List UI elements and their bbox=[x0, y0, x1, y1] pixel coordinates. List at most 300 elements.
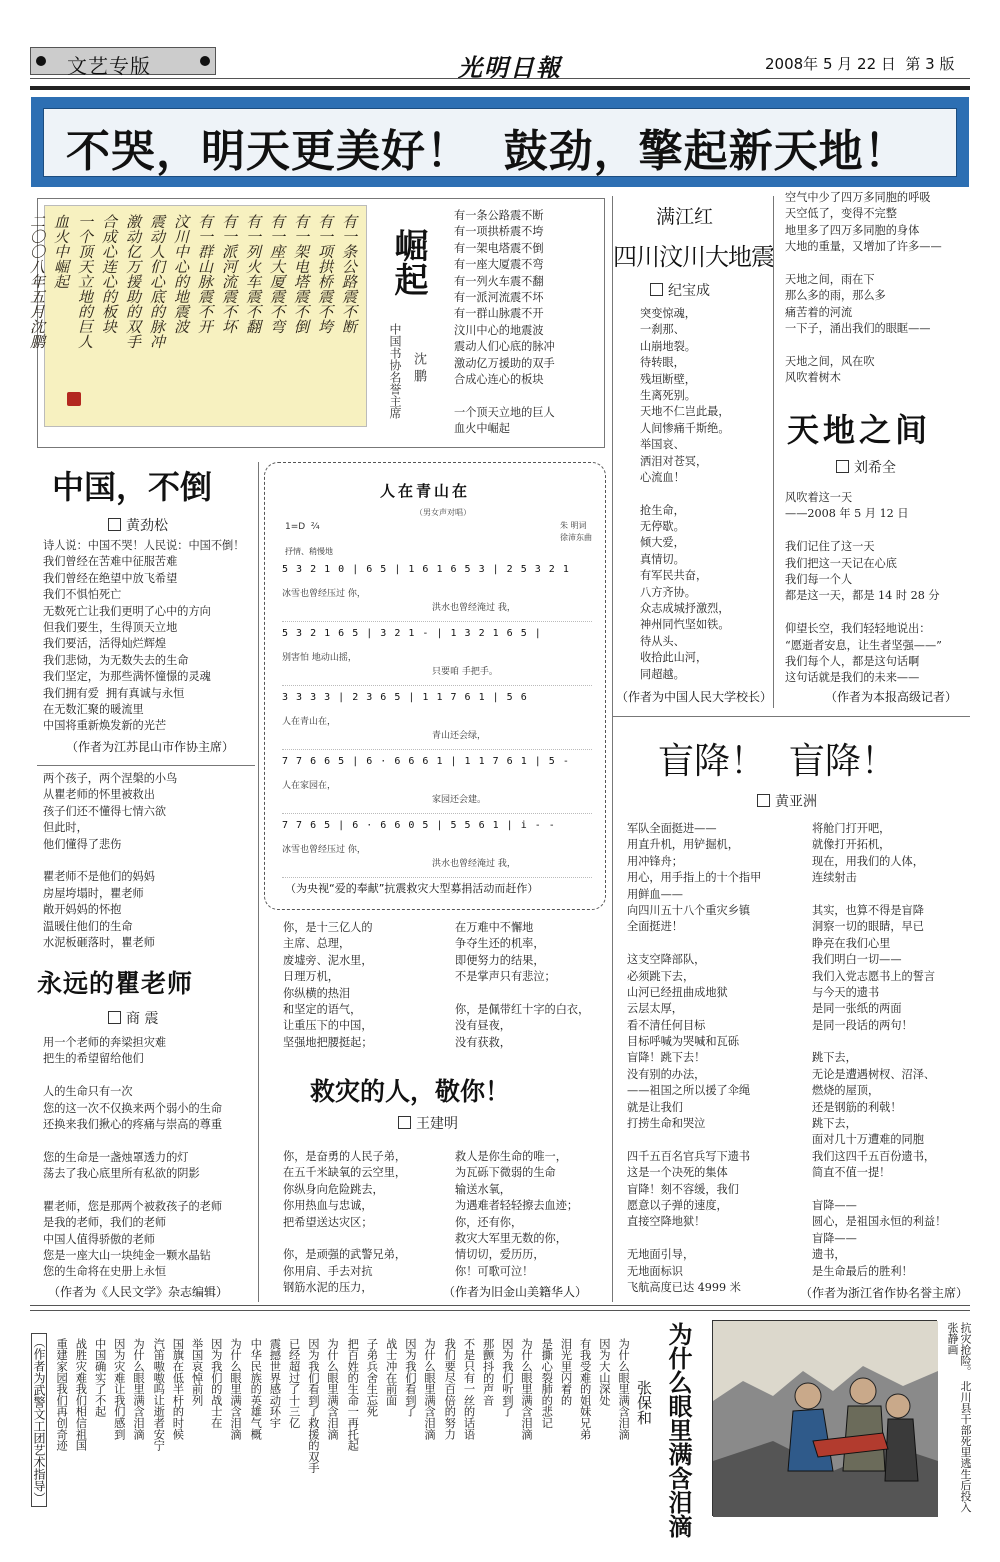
poem-column: 战胜灾难我们相信祖国 bbox=[74, 1338, 88, 1451]
poem-title-bottom: 为什么眼里满含泪滴 bbox=[664, 1322, 692, 1538]
poem-line: 人间惨痛千斯绝。 bbox=[640, 421, 730, 435]
poem-line: ——2008 年 5 月 12 日 bbox=[785, 507, 909, 521]
poem-line: 你纵身向危险跳去， bbox=[283, 1182, 384, 1196]
poem-column: 子弟兵舍生忘死 bbox=[365, 1338, 379, 1418]
poem-line: 情切切，爱历历， bbox=[455, 1248, 545, 1262]
poem-line: 我们每一个人 bbox=[785, 572, 853, 586]
poem-column: 战士冲在前面 bbox=[384, 1338, 398, 1406]
poem-line: 你用热血与忠诚， bbox=[283, 1199, 373, 1213]
score-lyric: 别害怕 地动山摇， bbox=[282, 653, 357, 663]
poem-line: 用鲜血—— bbox=[627, 887, 683, 901]
score-notation: 5 3 2 1 0 | 6 5 | 1 6 1 6 5 3 | 2 5 3 2 1 bbox=[282, 564, 570, 575]
poem-line: 打捞生命和哭泣 bbox=[627, 1117, 706, 1131]
score-row bbox=[282, 688, 592, 750]
poem-column: 因为我们看到了 bbox=[403, 1338, 417, 1418]
poem-line: 军队全面挺进—— bbox=[627, 822, 717, 835]
poem-line: 就像打开拓机， bbox=[812, 838, 891, 852]
poem-line: 敞开妈妈的怀抱 bbox=[43, 903, 122, 917]
poem-line: 空气中少了四万多同胞的呼吸 bbox=[785, 191, 931, 204]
poem-column: 震撼世界感动环宇 bbox=[268, 1338, 282, 1429]
poem-line: 在万难中不懈地 bbox=[455, 921, 534, 934]
poem-column: 因为我们听到了 bbox=[500, 1338, 514, 1418]
column-rule bbox=[612, 196, 613, 1302]
poem-column: 中国确实了不起 bbox=[93, 1338, 107, 1418]
calligraphy-column: 有一列火车震不翻 bbox=[244, 214, 262, 334]
poem-line: 激动亿万援助的双手 bbox=[454, 356, 555, 370]
score-lyric: 家园还会建。 bbox=[432, 795, 487, 805]
author-mangjiang: 黄亚洲 bbox=[757, 791, 817, 811]
poem-line: 直接空降地狱！ bbox=[627, 1215, 706, 1229]
poem-line: 一刹那、 bbox=[640, 323, 685, 337]
poem-line: 残垣断壁， bbox=[640, 372, 696, 386]
song-note: （为央视“爱的奉献”抗震救灾大型募捐活动而赶作） bbox=[285, 882, 539, 895]
poem-line: 无停歇。 bbox=[640, 520, 685, 534]
calligraphy-column: 有一项拱桥震不垮 bbox=[316, 214, 334, 334]
poem-line: 两个孩子，两个涅槃的小鸟 bbox=[43, 772, 178, 785]
poem-line: 我们坚定，为那些满怀憧憬的灵魂 bbox=[43, 670, 211, 684]
poem-line: 合成心连心的板块 bbox=[454, 372, 544, 386]
poem-body-tiandi-top bbox=[785, 190, 942, 387]
score-row bbox=[282, 816, 592, 878]
poem-line: 大地的重量，又增加了许多—— bbox=[785, 240, 942, 254]
poem-line: 向四川五十八个重灾乡镇 bbox=[627, 903, 751, 917]
author-jiuzai: 王建明 bbox=[398, 1113, 458, 1133]
poem-line: 有一座大厦震不弯 bbox=[454, 258, 544, 272]
poem-line: 有一架电塔震不倒 bbox=[454, 241, 544, 255]
poem-line: 盲降—— bbox=[812, 1198, 857, 1212]
poem-line: 我们拥有爱 拥有真诚与永恒 bbox=[43, 686, 185, 700]
poem-line: 盲降！跳下去！ bbox=[627, 1051, 706, 1065]
poem-column: 因为我们的战士在 bbox=[209, 1338, 223, 1429]
poem-line: 将舱门打开吧， bbox=[812, 822, 891, 835]
poem-column: 因为灾难让我们感到 bbox=[112, 1338, 126, 1440]
poem-line: 睁亮在我们心里 bbox=[812, 936, 891, 950]
poem-column: 举国哀悼前列 bbox=[190, 1338, 204, 1406]
calligraphy-column: 汶川中心的地震波 bbox=[172, 214, 190, 334]
poem-column: 不是只有一丝的话语 bbox=[462, 1338, 476, 1440]
poem-line: 痛苦着的河流 bbox=[785, 305, 853, 319]
poem-line: 你，还有你， bbox=[455, 1215, 523, 1229]
poem-line: 我们要活，活得灿烂辉煌 bbox=[43, 637, 167, 651]
poem-line: 瞿老师不是他们的妈妈 bbox=[43, 870, 155, 884]
poem-body-tiandi bbox=[785, 490, 942, 687]
poem-line bbox=[283, 1231, 406, 1247]
poem-line: 诗人说：中国不哭！人民说：中国不倒！ bbox=[43, 539, 245, 552]
poem-line: 用一个老师的奔梁担灾难 bbox=[43, 1036, 167, 1049]
poem-line: 待从头、 bbox=[640, 634, 685, 648]
section-rule bbox=[30, 1305, 970, 1306]
poem-line: 跳下去， bbox=[812, 1051, 857, 1065]
poem-line: 温暖住他们的生命 bbox=[43, 919, 133, 933]
calligraphy-column: 有一条公路震不断 bbox=[340, 214, 358, 334]
poem-title-tiandi: 天地之间 bbox=[787, 411, 932, 449]
poem-line: 荡去了我心底里所有私欲的阴影 bbox=[43, 1167, 200, 1181]
poem-line: 你！可歌可泣！ bbox=[455, 1264, 534, 1278]
poem-column: 已经超过了十三亿 bbox=[287, 1338, 301, 1429]
poem-line: 我们这四千五百份遗书， bbox=[812, 1149, 936, 1163]
bullet-icon bbox=[36, 56, 46, 66]
calligraphy-column: 二〇〇八年五月沈鹏 bbox=[28, 214, 46, 349]
poem-line: 云层太厚， bbox=[627, 1002, 683, 1016]
poem-line: 让重压下的中国， bbox=[283, 1019, 373, 1033]
score-lyric: 冰雪也曾经压过 你， bbox=[282, 589, 366, 599]
poem-line: 山崩地裂。 bbox=[640, 339, 696, 353]
poem-line bbox=[785, 338, 942, 354]
illustration bbox=[712, 1320, 937, 1516]
poem-line: 把希望送达灾区； bbox=[283, 1215, 373, 1229]
poem-line: 遗书， bbox=[812, 1248, 846, 1262]
poem-column: 为什么眼里满含泪滴 bbox=[326, 1338, 340, 1440]
calligraphy-column: 合成心连心的板块 bbox=[100, 214, 118, 334]
score-lyric: 人在家园在， bbox=[282, 781, 337, 791]
poem-line: 即便努力的结果， bbox=[455, 953, 545, 967]
score-lyric: 洪水也曾经淹过 我， bbox=[432, 603, 516, 613]
poem-line: 同超越。 bbox=[640, 667, 685, 681]
poem-line: 面对几十万遭难的同胞 bbox=[812, 1133, 924, 1147]
poem-line: 您的生命是一盏烛罩透力的灯 bbox=[43, 1150, 189, 1164]
poem-line: 有一项拱桥震不垮 bbox=[454, 225, 544, 239]
poem-line: 天地之间，风在吹 bbox=[785, 354, 875, 368]
poem-line: 无论是遭遇树杈、沼泽、 bbox=[812, 1067, 936, 1081]
poem-col-jiuzai-2 bbox=[455, 920, 589, 1051]
poem-line: 仰望长空，我们轻轻地说出： bbox=[785, 622, 931, 636]
song-title: 人在青山在 bbox=[380, 482, 471, 500]
author-jueqi: 沈 鹏 bbox=[411, 352, 426, 383]
poem-line: 血火中崛起 bbox=[454, 422, 510, 436]
poem-line bbox=[454, 388, 555, 404]
poem-line: 没有别的办法， bbox=[627, 1067, 706, 1081]
poem-column: 那颤抖的声音 bbox=[481, 1338, 495, 1406]
poem-line: 我们曾经在绝望中放飞希望 bbox=[43, 571, 178, 585]
author-manjianghong: 纪宝成 bbox=[650, 280, 710, 300]
poem-line: 用直升机，用铲掘机， bbox=[627, 838, 739, 852]
song-tempo: 抒情、稍慢地 bbox=[285, 547, 333, 556]
score-lyric: 青山还会绿， bbox=[432, 731, 487, 741]
poem-line: ——祖国之所以援了伞绳 bbox=[627, 1084, 751, 1098]
column-rule bbox=[258, 462, 259, 1302]
poem-column: 为什么眼里满含泪滴 bbox=[423, 1338, 437, 1440]
poem-line: 心流血！ bbox=[640, 470, 685, 484]
song-subtitle: （男女声对唱） bbox=[415, 508, 471, 517]
section-title: 文艺专版 bbox=[67, 54, 151, 78]
poem-line: 救灾大军里无数的你， bbox=[455, 1231, 567, 1245]
poem-column: 因为我们看到了救援的双手 bbox=[306, 1338, 320, 1474]
poem-line: 收拾此山河， bbox=[640, 651, 708, 665]
poem-line: 你，是佩带红十字的白衣， bbox=[455, 1002, 590, 1016]
author-note-bottom: （作者为武警文工团艺术指导） bbox=[31, 1333, 47, 1507]
poem-line: 山河已经扭曲成地狱 bbox=[627, 985, 728, 999]
calligraphy-column: 血火中崛起 bbox=[52, 214, 70, 289]
poem-line: 与今天的遗书 bbox=[812, 985, 880, 999]
poem-line bbox=[785, 605, 942, 621]
poem-line: 救人是你生命的唯一， bbox=[455, 1150, 567, 1163]
column-rule bbox=[773, 196, 774, 708]
author-qu: 商 震 bbox=[108, 1008, 158, 1028]
author-note-zhongguo: （作者为江苏昆山市作协主席） bbox=[66, 740, 235, 754]
calligraphy-column: 激动亿万援助的双手 bbox=[124, 214, 142, 349]
score-row bbox=[282, 752, 592, 814]
poem-line: 我们悲恸，为无数失去的生命 bbox=[43, 653, 189, 667]
author-note-mangjiang: （作者为浙江省作协名誉主席） bbox=[800, 1286, 969, 1300]
song-score bbox=[282, 560, 592, 880]
author-unit-jueqi: 中国书协名誉主席 bbox=[388, 323, 402, 419]
poem-title-manjianghong: 满江红 bbox=[656, 206, 714, 228]
poem-title-mangjiang: 盲降！ 盲降！ bbox=[658, 741, 897, 782]
poem-line: 和坚定的语气， bbox=[283, 1002, 362, 1016]
banner-inner bbox=[43, 108, 957, 177]
poem-line: 真情切。 bbox=[640, 552, 685, 566]
poem-body-qu bbox=[43, 1035, 222, 1281]
poem-line bbox=[43, 1133, 222, 1149]
poem-line: 坚强地把腰挺起； bbox=[283, 1035, 373, 1049]
poem-line: 一下子，涌出我们的眼眶—— bbox=[785, 322, 931, 336]
poem-line: 还是钢筋的利戟！ bbox=[812, 1100, 902, 1114]
poem-body-qu-top bbox=[43, 771, 177, 951]
author-zhongguo: 黄劲松 bbox=[108, 515, 168, 535]
poem-line: 孩子们还不懂得七情六欲 bbox=[43, 804, 167, 818]
poem-line: 汶川中心的地震波 bbox=[454, 323, 544, 337]
poem-column: 为什么眼里满含泪滴 bbox=[132, 1338, 146, 1440]
section-rule bbox=[30, 1310, 970, 1311]
poem-line: 一个顶天立地的巨人 bbox=[454, 405, 555, 419]
poem-line: 您的这一次不仅换来两个弱小的生命 bbox=[43, 1101, 223, 1115]
author-bottom: 张保和 bbox=[635, 1380, 653, 1425]
poem-line: 是同一张纸的两面 bbox=[812, 1002, 902, 1016]
poem-column: 重建家园我们再创奇迹 bbox=[55, 1338, 69, 1451]
poem-line: 这句话就是我们的未来—— bbox=[785, 671, 920, 685]
calligraphy-column: 有一座大厦震不弯 bbox=[268, 214, 286, 334]
poem-line: 简直不值一提！ bbox=[812, 1166, 891, 1180]
poem-col-mangjiang-1 bbox=[627, 821, 761, 1296]
headline-banner bbox=[31, 97, 969, 187]
poem-line: 必须跳下去， bbox=[627, 969, 695, 983]
poem-line bbox=[43, 1183, 222, 1199]
poem-line: 为遇难者轻轻擦去血迹； bbox=[455, 1199, 579, 1213]
calligraphy-text bbox=[28, 214, 358, 419]
poem-line: 用心，用手指上的十个指甲 bbox=[627, 871, 762, 885]
poem-title-qu: 永远的瞿老师 bbox=[37, 969, 194, 998]
poem-line: 目标呼喊为哭喊和瓦砾 bbox=[627, 1035, 739, 1049]
poem-line: 你用肩、手去对抗 bbox=[283, 1264, 373, 1278]
poem-line: 用冲锋舟； bbox=[627, 854, 683, 868]
song-key: 1=D ²⁄₄ bbox=[285, 522, 320, 532]
score-lyric: 人在青山在， bbox=[282, 717, 337, 727]
author-note-jiuzai: （作者为旧金山美籍华人） bbox=[443, 1285, 588, 1299]
calligraphy-column: 震动人们心底的脉冲 bbox=[148, 214, 166, 349]
poem-line: 房屋垮塌时，瞿老师 bbox=[43, 886, 144, 900]
header-rule-thick bbox=[30, 86, 970, 90]
poem-line: 没有获救， bbox=[455, 1035, 511, 1049]
poem-line: 众志成城抒激烈， bbox=[640, 602, 730, 616]
poem-line: 中国将重新焕发新的光芒 bbox=[43, 719, 167, 733]
poem-line: 我们入党志愿书上的誓言 bbox=[812, 969, 936, 983]
poem-line: 我们记住了这一天 bbox=[785, 540, 875, 554]
poem-line: 跳下去， bbox=[812, 1117, 857, 1131]
poem-col-jiuzai-4 bbox=[455, 1149, 578, 1280]
poem-line: 水泥板砸落时，瞿老师 bbox=[43, 935, 155, 949]
poem-line: 都是这一天，都是 14 时 28 分 bbox=[785, 589, 940, 603]
poem-line: 连续射击 bbox=[812, 871, 857, 885]
poem-line: 举国哀、 bbox=[640, 438, 685, 452]
poem-body-zhongguo bbox=[43, 538, 244, 735]
poem-title-jueqi: 崛起 bbox=[388, 228, 428, 296]
poem-line: 争夺生还的机率， bbox=[455, 937, 545, 951]
poem-line: 其实，也算不得是盲降 bbox=[812, 903, 924, 917]
poem-line: 不是掌声只有悲泣； bbox=[455, 970, 556, 984]
author-tiandi: 刘希全 bbox=[836, 457, 896, 477]
score-row bbox=[282, 624, 592, 686]
poem-body-bottom bbox=[52, 1338, 632, 1488]
score-notation: 7 7 6 5 | 6 · 6 6 0 5 | 5 5 6 1 | i - - bbox=[282, 820, 563, 831]
header-rule bbox=[30, 78, 970, 79]
song-credit-lyrics: 朱 明词 bbox=[560, 521, 587, 530]
bullet-icon bbox=[200, 56, 210, 66]
poem-line: 在五千米缺氧的云空里， bbox=[283, 1166, 407, 1180]
poem-line: 还换来我们揪心的疼痛与崇高的尊重 bbox=[43, 1117, 223, 1131]
newspaper-logo: 光明日報 bbox=[458, 53, 562, 82]
poem-line: 这是一个决死的集体 bbox=[627, 1166, 728, 1180]
poem-line: 这支空降部队， bbox=[627, 953, 706, 967]
poem-line: 在无数汇聚的暖流里 bbox=[43, 702, 144, 716]
poem-line: 主席、总理， bbox=[283, 937, 351, 951]
poem-line: 废墟旁、泥水里， bbox=[283, 953, 373, 967]
poem-line bbox=[785, 256, 942, 272]
poem-line: 神州同忾坚如铁。 bbox=[640, 618, 730, 632]
poem-line bbox=[640, 486, 730, 502]
poem-col-jiuzai-1 bbox=[283, 920, 373, 1051]
poem-column: 我们要尽百倍的努力 bbox=[443, 1338, 457, 1440]
calligraphy-column: 有一群山脉震不开 bbox=[196, 214, 214, 334]
poem-line: 日理万机， bbox=[283, 970, 339, 984]
poem-line: 有一派河流震不坏 bbox=[454, 290, 544, 304]
poem-line: 天地之间，雨在下 bbox=[785, 272, 875, 286]
poem-line: 八方齐协。 bbox=[640, 585, 696, 599]
section-rule bbox=[612, 716, 970, 717]
poem-line: 天空低了，变得不完整 bbox=[785, 207, 897, 221]
poem-line: 飞航高度已达 4999 米 bbox=[627, 1280, 741, 1294]
poem-line: 瞿老师，您是那两个被救孩子的老师 bbox=[43, 1199, 223, 1213]
calligraphy-column: 有一派河流震不坏 bbox=[220, 214, 238, 334]
poem-line: 盲降—— bbox=[812, 1231, 857, 1245]
poem-line bbox=[812, 1034, 946, 1050]
poem-line: 没有昼夜， bbox=[455, 1019, 511, 1033]
author-note-tiandi: （作者为本报高级记者） bbox=[825, 690, 958, 704]
poem-line bbox=[455, 986, 589, 1002]
poem-body-manjianghong bbox=[640, 306, 730, 683]
section-label bbox=[30, 47, 216, 78]
score-notation: 7 7 6 6 5 | 6 · 6 6 6 1 | 1 1 7 6 1 | 5 - bbox=[282, 756, 577, 767]
poem-line: “愿逝者安息，让生者坚强——” bbox=[785, 638, 942, 652]
poem-line: 抢生命， bbox=[640, 503, 685, 517]
poem-line: 那么多的雨，那么多 bbox=[785, 289, 886, 303]
poem-column: 把百姓的生命一再托起 bbox=[346, 1338, 360, 1451]
poem-line: 天地不仁岂此最， bbox=[640, 405, 730, 419]
poem-title-jiuzai: 救灾的人，敬你！ bbox=[310, 1077, 511, 1106]
illustration-caption: 抗灾抢险。 北川县干部死里逃生后投入 张静画 bbox=[946, 1322, 972, 1513]
poem-line: 人的生命只有一次 bbox=[43, 1085, 133, 1099]
author-note-qu: （作者为《人民文学》杂志编辑） bbox=[48, 1285, 229, 1299]
poem-line: 从瞿老师的怀里被救出 bbox=[43, 788, 155, 802]
poem-line: 输送水氧， bbox=[455, 1182, 511, 1196]
score-lyric: 洪水也曾经淹过 我， bbox=[432, 859, 516, 869]
poem-col-mangjiang-2 bbox=[812, 821, 946, 1280]
poem-line: 风吹着这一天 bbox=[785, 491, 853, 504]
poem-line: 但此时， bbox=[43, 821, 88, 835]
poem-line: 是生命最后的胜利！ bbox=[812, 1264, 913, 1278]
poem-line: 就是让我们 bbox=[627, 1100, 683, 1114]
poem-line: 全面挺进！ bbox=[627, 920, 683, 934]
poem-line: 把生的希望留给他们 bbox=[43, 1052, 144, 1066]
poem-col-jiuzai-3 bbox=[283, 1149, 406, 1297]
poem-line: 无数死亡让我们更明了心中的方向 bbox=[43, 604, 211, 618]
poem-line: 洞察一切的眼睛，早已 bbox=[812, 920, 924, 934]
poem-line: 燃烧的屋顶， bbox=[812, 1084, 880, 1098]
poem-line: 看不清任何目标 bbox=[627, 1018, 706, 1032]
poem-line: 有一群山脉震不开 bbox=[454, 307, 544, 321]
poem-line: 为瓦砾下微弱的生命 bbox=[455, 1166, 556, 1180]
poem-line: 我们不惧怕死亡 bbox=[43, 588, 122, 602]
section-rule bbox=[37, 765, 255, 766]
score-lyric: 只要咱 手把手。 bbox=[432, 667, 498, 677]
poem-line: 震动人们心底的脉冲 bbox=[454, 340, 555, 354]
headline-text: 不哭，明天更美好！ 鼓劲，擎起新天地！ bbox=[66, 126, 909, 177]
poem-line bbox=[43, 853, 177, 869]
poem-line: 您的生命将在史册上永恒 bbox=[43, 1265, 167, 1279]
poem-line: 我们把这一天记在心底 bbox=[785, 556, 897, 570]
poem-line: 有军民共奋， bbox=[640, 569, 708, 583]
poem-line: 中国人值得骄傲的老师 bbox=[43, 1232, 155, 1246]
poem-line: 他们懂得了悲伤 bbox=[43, 837, 122, 851]
poem-line: 盲降！刻不容缓，我们 bbox=[627, 1182, 739, 1196]
poem-line bbox=[627, 1132, 761, 1148]
poem-line: 地里多了四万多同胞的身体 bbox=[785, 223, 920, 237]
poem-column: 为什么眼里满含泪滴 bbox=[617, 1338, 631, 1440]
score-row bbox=[282, 560, 592, 622]
calligraphy-column: 一个顶天立地的巨人 bbox=[76, 214, 94, 349]
calligraphy-image bbox=[28, 205, 367, 427]
poem-line: 无地面标识 bbox=[627, 1264, 683, 1278]
poem-line bbox=[627, 936, 761, 952]
poem-line: 突变惊魂， bbox=[640, 307, 696, 320]
poem-column: 为什么眼里满含泪滴 bbox=[229, 1338, 243, 1440]
score-lyric: 冰雪也曾经压过 你， bbox=[282, 845, 366, 855]
poem-line: 我们明白一切—— bbox=[812, 953, 902, 967]
poem-line: 现在，用我们的人体， bbox=[812, 854, 924, 868]
poem-line: 洒泪对苍冥， bbox=[640, 454, 708, 468]
calligraphy-column: 有一架电塔震不倒 bbox=[292, 214, 310, 334]
poem-line: 你，是十三亿人的 bbox=[283, 921, 373, 934]
poem-line: 圆心，是祖国永恒的利益！ bbox=[812, 1215, 947, 1229]
poem-column: 中华民族的英雄气概 bbox=[249, 1338, 263, 1440]
poem-line: 你纵横的热泪 bbox=[283, 986, 351, 1000]
poem-line: 您是一座大山一块纯金一颗水晶钻 bbox=[43, 1249, 211, 1263]
author-note-manjianghong: （作者为中国人民大学校长） bbox=[616, 690, 773, 704]
poem-column: 因为大山深处 bbox=[597, 1338, 611, 1406]
poem-column: 有我受难的姐妹兄弟 bbox=[578, 1338, 592, 1440]
poem-column: 为什么眼里满含泪滴 bbox=[520, 1338, 534, 1440]
poem-line: 你，是顽强的武警兄弟， bbox=[283, 1248, 407, 1262]
poem-line bbox=[812, 887, 946, 903]
poem-line: 是我的老师，我们的老师 bbox=[43, 1216, 167, 1230]
poem-line: 生离死别。 bbox=[640, 388, 696, 402]
poem-line: 无地面引导， bbox=[627, 1248, 695, 1262]
poem-line bbox=[812, 1182, 946, 1198]
poem-line: 但我们要生，生得顶天立地 bbox=[43, 620, 178, 634]
poem-line: 你，是奋勇的人民子弟， bbox=[283, 1150, 407, 1163]
song-credit-music: 徐沛东曲 bbox=[560, 533, 592, 542]
poem-line: 愿意以子弹的速度， bbox=[627, 1198, 728, 1212]
poem-line bbox=[785, 523, 942, 539]
